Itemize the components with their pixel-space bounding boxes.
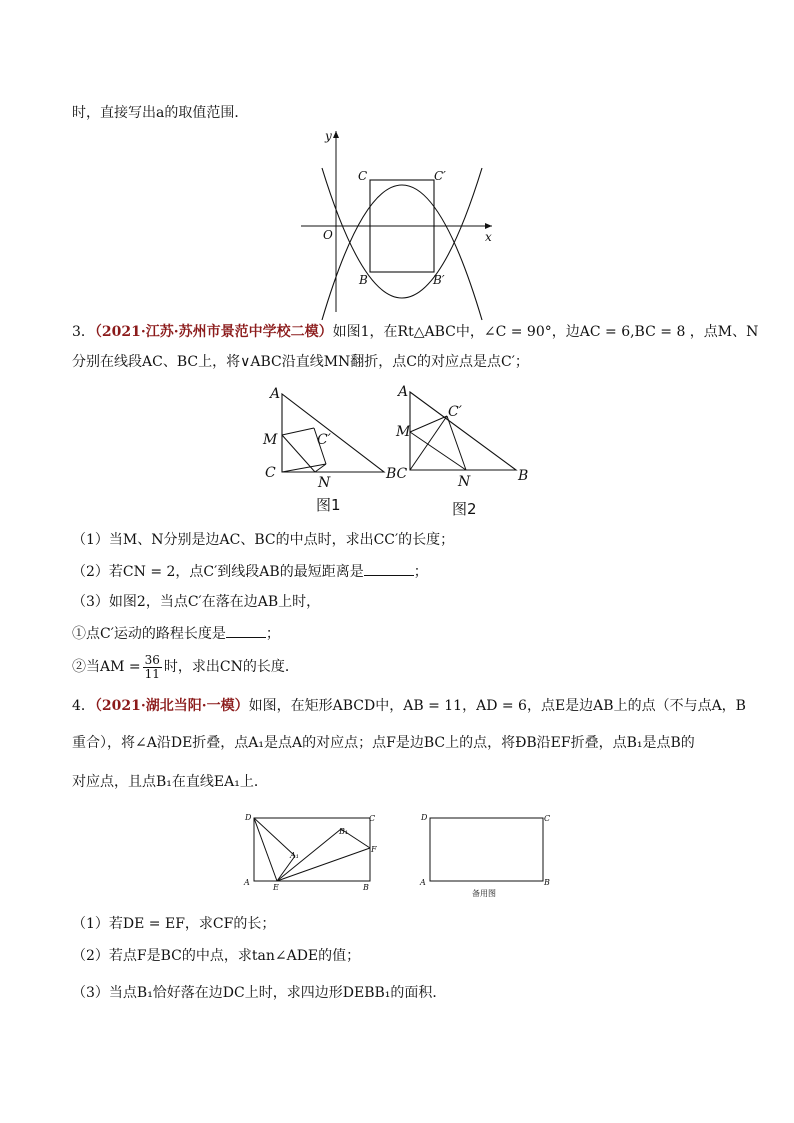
problem3-stem: 如图1，在Rt△ABC中，∠C = 90°，边AC = 6,BC = 8 ，点M、N [332,324,759,340]
problem4-source: （2021·湖北当阳·一模） [94,698,249,714]
rect-label-f: F [371,845,377,854]
rectangle-figures [240,810,560,902]
problem3-q3-2-text: ②当AM = [72,659,141,675]
fig2-label-m: M [396,424,411,440]
rect-label-b1: B₁ [339,827,349,836]
problem3-source: （2021·江苏·苏州市景范中学校二模） [94,324,333,340]
fig2-label-bc: BC [386,466,408,482]
rect-label-e: E [273,883,279,892]
problem4-q1: （1）若DE = EF，求CF的长； [72,916,276,932]
problem3-number: 3． [72,324,95,340]
problem3-q3-2-end: 时，求出CN的长度． [163,659,299,675]
triangle-figures [258,380,538,520]
problem3-line1 [72,322,758,342]
fig1-label-n: N [318,475,331,491]
fig2-label-b: B [518,468,529,484]
spare-label-d: D [421,813,428,822]
fig2-caption: 图2 [452,500,477,518]
fig1-caption: 图1 [316,496,341,514]
point-b-prime-label: B′ [433,273,445,287]
problem4-q3: （3）当点B₁恰好落在边DC上时，求四边形DEBB₁的面积． [72,985,447,1001]
fig2-label-n: N [458,474,471,490]
point-b-label: B [359,273,368,287]
spare-label-a: A [420,878,426,887]
fig2-label-c-prime: C′ [448,404,462,420]
fig1-label-c-prime: C′ [317,432,331,448]
problem4-line2: 重合），将∠A沿DE折叠，点A₁是点A的对应点；点F是边BC上的点，将ÐB沿EF折叠，点B₁是点B的 [72,735,695,751]
problem4-line3: 对应点，且点B₁在直线EA₁上． [72,774,268,790]
rect-label-a: A [244,878,250,887]
fig2-label-a: A [398,384,409,400]
rect-label-b: B [363,883,369,892]
point-c-prime-label: C′ [434,169,446,183]
problem3-q3-1 [72,623,280,644]
problem3-q2 [72,561,428,582]
x-axis-label: x [485,230,492,244]
fig1-label-m: M [263,432,278,448]
spare-label-c: C [544,814,551,823]
rect-label-d: D [245,813,252,822]
problem3-line2: 分别在线段AC、BC上，将∨ABC沿直线MN翻折，点C的对应点是点C′； [72,354,529,370]
problem4-stem: 如图，在矩形ABCD中，AB = 11，AD = 6，点E是边AB上的点（不与点A，B [248,698,746,714]
problem4-line1 [72,696,746,716]
parabola-figure [296,128,496,313]
answer-blank [364,561,414,576]
fraction-numerator: 36 [144,652,160,667]
prev-problem-text: 时，直接写出a的取值范围． [72,105,249,121]
problem3-q3-2 [72,652,299,682]
fraction-denominator: 11 [144,666,160,681]
problem3-q3-1-end: ； [265,626,280,642]
spare-caption: 备用图 [472,889,496,898]
spare-label-b: B [544,878,550,887]
origin-label: O [323,228,333,242]
y-axis-label: y [325,129,332,143]
answer-blank [226,623,266,638]
rect-label-c: C [369,814,376,823]
problem3-q2-text: （2）若CN = 2，点C′到线段AB的最短距离是 [72,564,364,580]
fig1-label-a: A [270,386,281,402]
point-c-label: C [358,169,368,183]
problem3-q3: （3）如图2，当点C′在落在边AB上时， [72,594,321,610]
problem4-q2: （2）若点F是BC的中点，求tan∠ADE的值； [72,948,361,964]
problem3-q3-1-text: ①点C′运动的路程长度是 [72,626,226,642]
problem4-number: 4． [72,698,95,714]
fraction [143,654,162,681]
fig1-label-c: C [265,465,276,481]
problem3-q1: （1）当M、N分别是边AC、BC的中点时，求出CC′的长度； [72,532,455,548]
problem3-q2-end: ； [413,564,428,580]
rect-label-a1: A₁ [290,851,299,860]
